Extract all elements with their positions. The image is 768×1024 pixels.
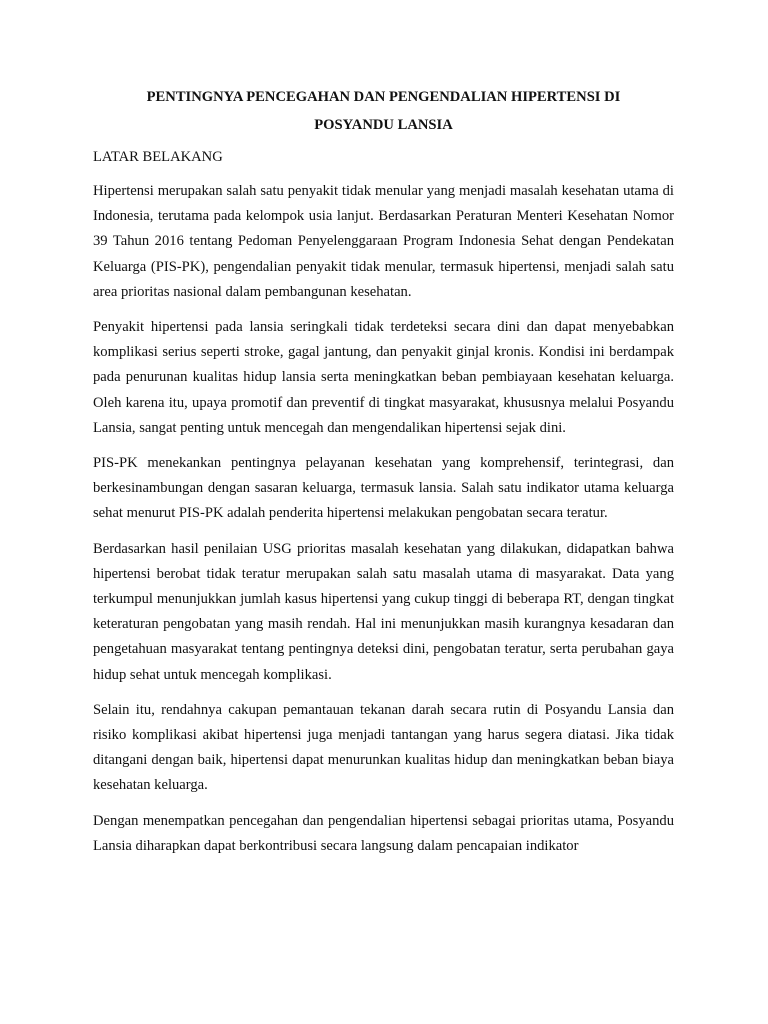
paragraph-5: Selain itu, rendahnya cakupan pemantauan tekanan darah secara rutin di Posyandu Lansia dan risiko komplikasi akibat hipertensi juga menjadi tantangan yang harus segera diatasi. Jika tidak ditangani dengan baik, hipertensi dapat menurunkan kualitas hidup dan meningkatkan beban biaya kesehatan keluarga.: [93, 701, 674, 794]
section-heading: LATAR BELAKANG: [93, 149, 223, 165]
paragraph-3: PIS-PK menekankan pentingnya pelayanan kesehatan yang komprehensif, terintegrasi, dan berkesinambungan dengan sasaran keluarga, termasuk lansia. Salah satu indikator utama keluarga sehat menurut PIS-PK adalah penderita hipertensi melakukan pengobatan secara teratur.: [93, 455, 674, 522]
document-title: [93, 83, 674, 139]
paragraph-4: Berdasarkan hasil penilaian USG prioritas masalah kesehatan yang dilakukan, didapatkan bahwa hipertensi berobat tidak teratur merupakan salah satu masalah utama di masyarakat. Data yang terkumpul menunjukkan jumlah kasus hipertensi yang cukup tinggi di beberapa RT, dengan tingkat keteraturan pengobatan yang masih rendah. Hal ini menunjukkan masih kurangnya kesadaran dan pengetahuan masyarakat tentang pentingnya deteksi dini, pengobatan teratur, serta perubahan gaya hidup sehat untuk mencegah komplikasi.: [93, 540, 674, 683]
paragraph-6: Dengan menempatkan pencegahan dan pengendalian hipertensi sebagai prioritas utama, Posyandu Lansia diharapkan dapat berkontribusi secara langsung dalam pencapaian indikator: [93, 812, 674, 854]
document-page: [93, 83, 674, 869]
title-line-2: POSYANDU LANSIA: [314, 117, 453, 133]
paragraph-1: Hipertensi merupakan salah satu penyakit tidak menular yang menjadi masalah kesehatan utama di Indonesia, terutama pada kelompok usia lanjut. Berdasarkan Peraturan Menteri Kesehatan Nomor 39 Tahun 2016 tentang Pedoman Penyelenggaraan Program Indonesia Sehat dengan Pendekatan Keluarga (PIS-PK), pengendalian penyakit tidak menular, termasuk hipertensi, menjadi salah satu area prioritas nasional dalam pembangunan kesehatan.: [93, 183, 674, 300]
paragraph-2: Penyakit hipertensi pada lansia seringkali tidak terdeteksi secara dini dan dapat menyebabkan komplikasi serius seperti stroke, gagal jantung, dan penyakit ginjal kronis. Kondisi ini berdampak pada penurunan kualitas hidup lansia serta meningkatkan beban pembiayaan kesehatan keluarga. Oleh karena itu, upaya promotif dan preventif di tingkat masyarakat, khususnya melalui Posyandu Lansia, sangat penting untuk mencegah dan mengendalikan hipertensi sejak dini.: [93, 319, 674, 436]
title-line-1: PENTINGNYA PENCEGAHAN DAN PENGENDALIAN HIPERTENSI DI: [146, 89, 621, 105]
